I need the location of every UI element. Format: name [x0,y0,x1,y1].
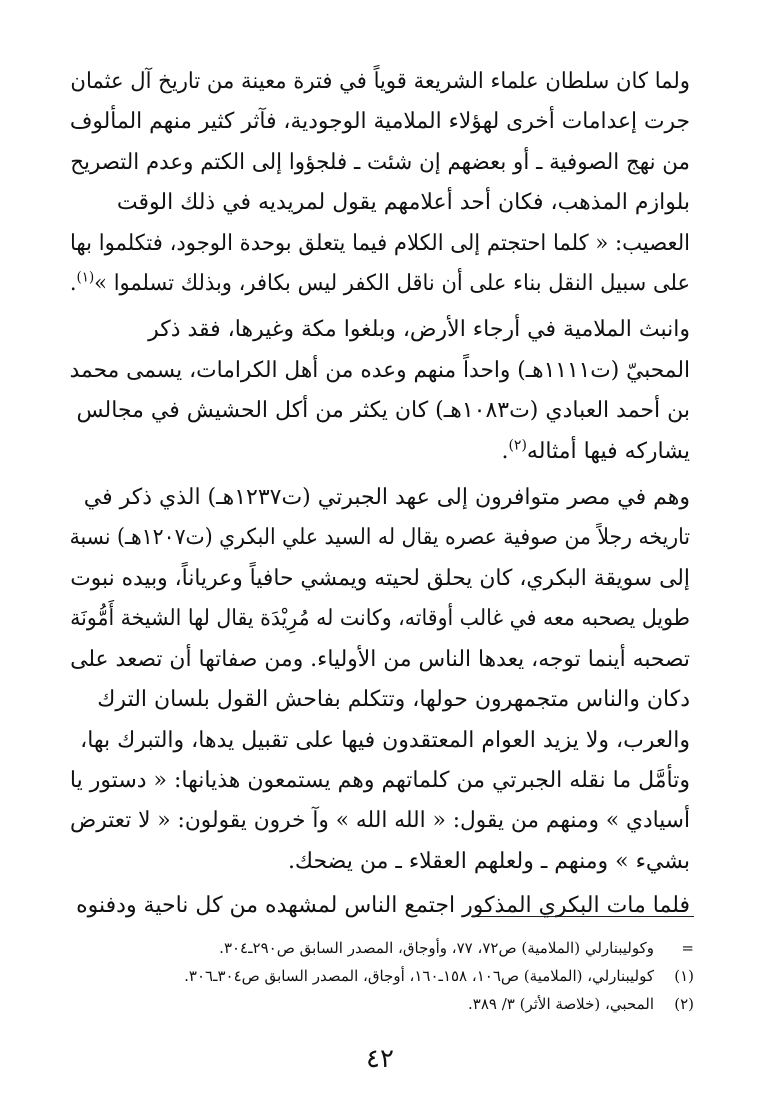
text-line: جرت إعدامات أخرى لهؤلاء الملامية الوجودية، فآثر كثير منهم المألوف [69,109,691,135]
text-line: تصحبه أينما توجه، يعدها الناس من الأولياء. ومن صفاتها أن تصعد على [70,646,690,672]
text-line-content: بشيء » ومنهم ـ ولعلهم العقلاء ـ من يضحك. [287,848,690,874]
text-line: إلى سويقة البكري، كان يحلق لحيته ويمشي حافياً وعرياناً، وبيده نبوت [70,565,690,591]
text-line-content: يشاركه فيها أمثاله [526,438,690,464]
footnote [64,934,694,962]
text-line: أسيادي » ومنهم من يقول: « الله الله » وآ خرون يقولون: « لا تعترض [70,808,690,834]
paragraph [70,62,690,304]
text-line: بلوازم المذهب، فكان أحد أعلامهم يقول لمريديه في ذلك الوقت [116,190,690,216]
footnote-marker: = [681,939,694,957]
text-line-last [70,432,690,472]
text-line: دكان والناس متجمهرون حولها، وتتكلم بفاحش القول بلسان الترك [97,687,690,713]
footnote-reference[interactable]: (١) [76,269,95,286]
footnote-marker[interactable]: (٢) [674,995,694,1013]
paragraph [70,886,690,926]
footnote-text: وكوليبنارلي (الملامية) ص٧٢، ٧٧، وأوجاق، المصدر السابق ص٢٩٠ـ٣٠٤. [219,939,654,957]
text-line-last [69,264,690,304]
text-line: وانبث الملامية في أرجاء الأرض، وبلغوا مكة وغيرها، فقد ذكر [148,317,690,343]
text-line: طويل يصحبه معه في غالب أوقاته، وكانت له مُرِيْدَة يقال لها الشيخة أَمُّونَة [70,606,691,632]
footnote-marker[interactable]: (١) [674,967,694,985]
main-text [70,62,690,927]
text-line: تاريخه رجلاً من صوفية عصره يقال له السيد علي البكري (ت١٢٠٧هـ) نسبة [69,525,690,551]
footnote-text: المحبي، (خلاصة الأثر) ٣/ ٣٨٩. [468,995,654,1013]
page-number: ٤٢ [366,1044,394,1074]
text-line: العصيب: « كلما احتجتم إلى الكلام فيما يتعلق بوحدة الوجود، فتكلموا بها [69,230,690,256]
text-line-last [70,842,690,882]
footnote-separator [471,916,694,917]
footnotes [64,934,694,1018]
text-line: وهم في مصر متوافرون إلى عهد الجبرتي (ت١٢٣٧هـ) الذي ذكر في [83,485,690,511]
text-line-end: . [501,438,509,464]
paragraph [70,310,690,472]
text-line: بن أحمد العبادي (ت١٠٨٣هـ) كان يكثر من أكل الحشيش في مجالس [76,398,690,424]
footnote-reference[interactable]: (٢) [508,437,527,454]
text-line: والعرب، ولا يزيد العوام المعتقدون فيها على تقبيل يدها، والتبرك بها، [80,727,690,753]
text-line: المحبيّ (ت١١١١هـ) واحداً منهم وعده من أهل الكرامات، يسمى محمد [69,357,690,383]
text-line: وتأمَّل ما نقله الجبرتي من كلماتهم وهم يستمعون هذيانها: « دستور يا [69,767,690,793]
footnote-text: كوليبنارلي، (الملامية) ص١٠٦، ١٥٨ـ١٦٠، أوجاق، المصدر السابق ص٣٠٤ـ٣٠٦. [184,967,654,985]
text-line-end: . [69,271,77,297]
text-line: فلما مات البكري المذكور اجتمع الناس لمشهده من كل ناحية ودفنوه [76,893,690,919]
paragraph [70,478,690,882]
text-line-content: على سبيل النقل بناء على أن ناقل الكفر ليس بكافر، وبذلك تسلموا » [94,271,690,297]
footnote [64,962,694,990]
text-line: من نهج الصوفية ـ أو بعضهم إن شئت ـ فلجؤوا إلى الكتم وعدم التصريح [70,149,690,175]
footnote [64,990,694,1018]
text-line: ولما كان سلطان علماء الشريعة قوياً في فترة معينة من تاريخ آل عثمان [70,69,691,94]
